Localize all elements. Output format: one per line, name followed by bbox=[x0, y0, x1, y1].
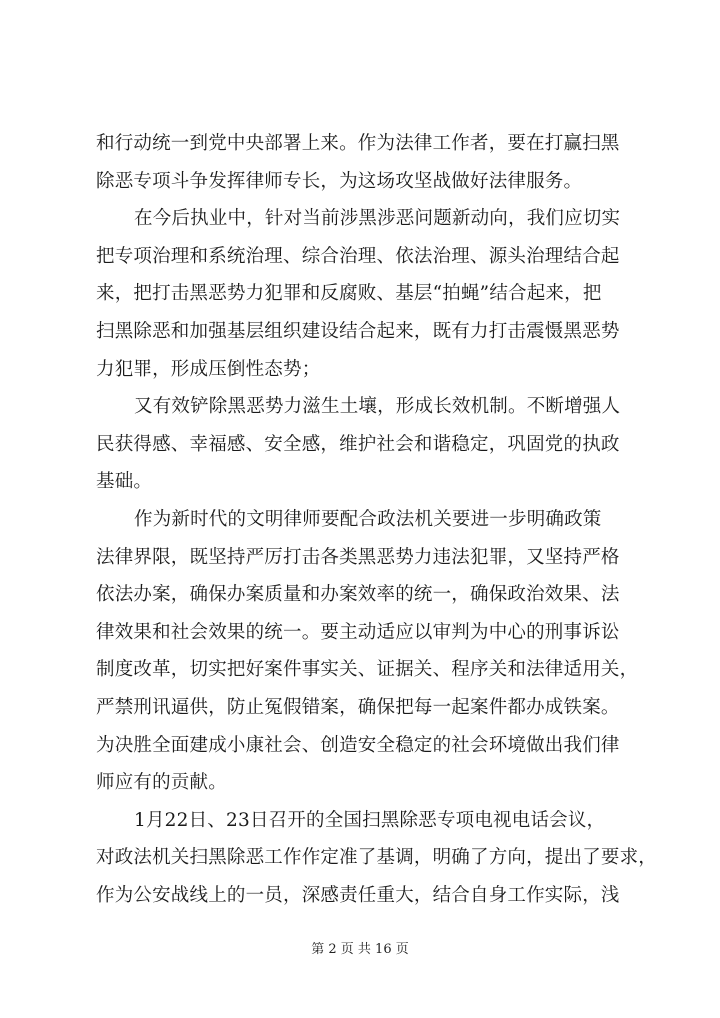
text-line: 和行动统一到党中央部署上来。作为法律工作者，要在打赢扫黑 bbox=[96, 133, 620, 154]
text-line: 基础。 bbox=[96, 471, 153, 493]
text-line: 律效果和社会效果的统一。要主动适应以审判为中心的刑事诉讼 bbox=[96, 621, 620, 643]
text-line: 把专项治理和系统治理、综合治理、依法治理、源头治理结合起 bbox=[96, 245, 620, 267]
text-line: 又有效铲除黑恶势力滋生土壤，形成长效机制。不断增强人 bbox=[134, 396, 621, 418]
text-line: 民获得感、幸福感、安全感，维护社会和谐稳定，巩固党的执政 bbox=[96, 433, 620, 455]
text-line: 除恶专项斗争发挥律师专长，为这场攻坚战做好法律服务。 bbox=[96, 170, 583, 192]
text-line: 作为新时代的文明律师要配合政法机关要进一步明确政策 bbox=[134, 508, 602, 530]
text-line: 法律界限，既坚持严厉打击各类黑恶势力违法犯罪，又坚持严格 bbox=[96, 546, 620, 568]
text-line: 依法办案，确保办案质量和办案效率的统一，确保政治效果、法 bbox=[96, 584, 620, 606]
text-line: 作为公安战线上的一员，深感责任重大，结合自身工作实际，浅 bbox=[96, 884, 620, 906]
text-line: 在今后执业中，针对当前涉黑涉恶问题新动向，我们应切实 bbox=[134, 208, 621, 230]
text-line: 来，把打击黑恶势力犯罪和反腐败、基层“拍蝇”结合起来，把 bbox=[96, 283, 602, 305]
text-line: 师应有的贡献。 bbox=[96, 772, 227, 794]
text-line: 严禁刑讯逼供，防止冤假错案，确保把每一起案件都办成铁案。 bbox=[96, 696, 620, 718]
text-line: 制度改革，切实把好案件事实关、证据关、程序关和法律适用关， bbox=[96, 659, 639, 681]
text-line: 1月22日、23日召开的全国扫黑除恶专项电视电话会议， bbox=[134, 809, 606, 831]
text-line: 对政法机关扫黑除恶工作作定准了基调，明确了方向，提出了要求， bbox=[96, 847, 658, 869]
text-line: 扫黑除恶和加强基层组织建设结合起来，既有力打击震慑黑恶势 bbox=[96, 320, 620, 342]
page-number-footer: 第 2 页 共 16 页 bbox=[311, 942, 409, 957]
document-body bbox=[96, 125, 658, 914]
text-line: 力犯罪，形成压倒性态势； bbox=[96, 358, 321, 380]
text-line: 为决胜全面建成小康社会、创造安全稳定的社会环境做出我们律 bbox=[96, 734, 620, 756]
